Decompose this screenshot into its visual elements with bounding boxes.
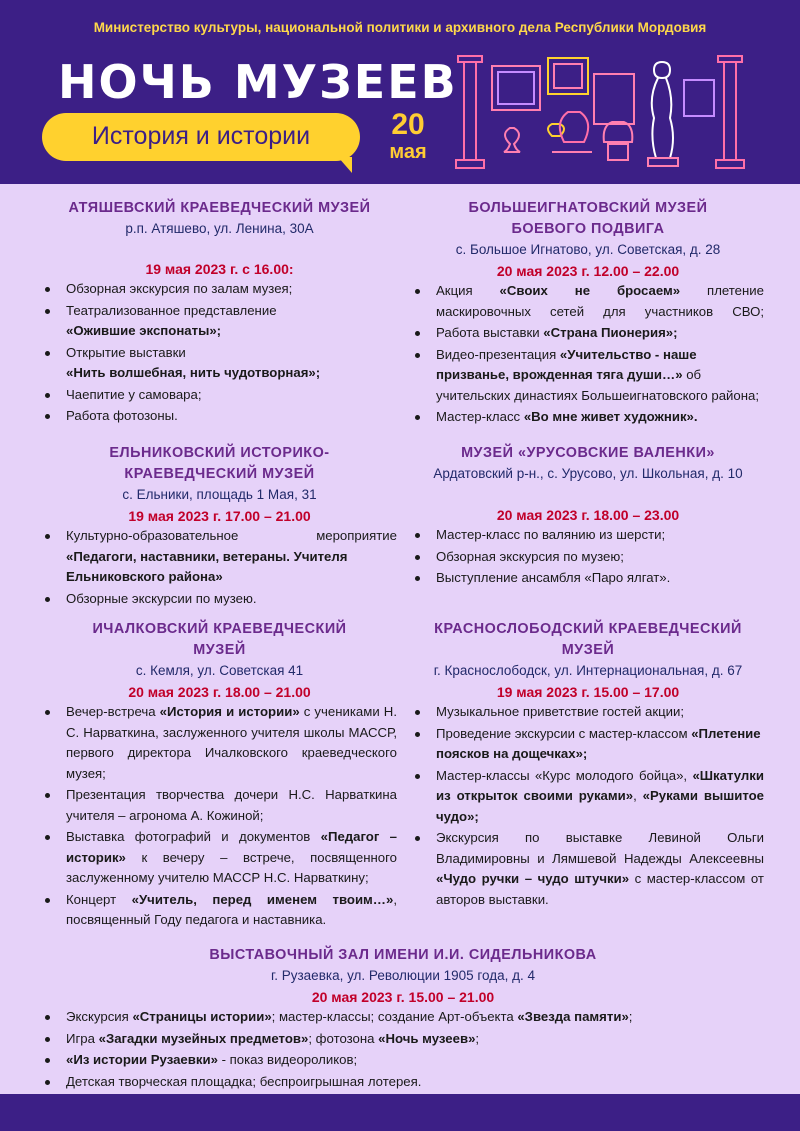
museum-title-line-2: КРАЕВЕДЧЕСКИЙ МУЗЕЙ <box>124 466 315 482</box>
museum-title-line-2: МУЗЕЙ <box>193 642 246 658</box>
list-item: Обзорная экскурсия по залам музея; <box>42 279 397 300</box>
museum-date: 19 мая 2023 г. с 16.00: <box>145 260 294 277</box>
spacer <box>42 240 397 259</box>
list-item: Выступление ансамбля «Паро ялгат». <box>412 568 764 589</box>
program-list <box>42 702 397 931</box>
museum-address: г. Краснослободск, ул. Интернациональная, д. 67 <box>433 663 743 678</box>
museum-title-line-2: БОЕВОГО ПОДВИГА <box>511 221 665 237</box>
museum-title: АТЯШЕВСКИЙ КРАЕВЕДЧЕСКИЙ МУЗЕЙ <box>68 200 371 216</box>
event-date <box>378 110 438 162</box>
event-date-month: мая <box>389 141 427 163</box>
list-item: Вечер-встреча «История и истории» с учениками Н. С. Нарваткина, заслуженного учителя школы МАССР, первого директора Ичалковского краеведческого музея; <box>42 702 397 784</box>
list-item: Театрализованное представление «Ожившие экспонаты»; <box>42 301 397 342</box>
list-item: Проведение экскурсии с мастер-классом «Плетение поясков на дощечках»; <box>412 724 764 765</box>
museum-title-line-1: ЕЛЬНИКОВСКИЙ ИСТОРИКО- <box>109 445 330 461</box>
list-item: Открытие выставки «Нить волшебная, нить чудотворная»; <box>42 343 397 384</box>
list-item: Мастер-классы «Курс молодого бойца», «Шкатулки из открыток своими руками», «Руками вышитое чудо»; <box>412 766 764 828</box>
list-item: Концерт «Учитель, перед именем твоим…», посвященный Году педагога и наставника. <box>42 890 397 931</box>
list-item: Видео-презентация «Учительство - наше призванье, врожденная тяга души…» об учительских династиях Большеигнатовского района; <box>412 345 764 407</box>
list-item: Обзорные экскурсии по музею. <box>42 589 397 610</box>
museum-address: Ардатовский р-н., с. Урусово, ул. Школьная, д. 10 <box>433 466 743 481</box>
museum-date: 20 мая 2023 г. 18.00 – 23.00 <box>496 506 680 523</box>
program-list <box>412 525 764 589</box>
museum-urusovo <box>412 443 764 590</box>
museum-date: 20 мая 2023 г. 12.00 – 22.00 <box>496 262 680 279</box>
museum-krasnoslobodsk <box>412 619 764 911</box>
list-item: Мастер-класс «Во мне живет художник». <box>412 407 764 428</box>
list-item: Экскурсия «Страницы истории»; мастер-классы; создание Арт-объекта «Звезда памяти»; <box>42 1007 764 1028</box>
museum-atyashevo <box>42 198 397 428</box>
museum-ichalki <box>42 619 397 932</box>
list-item: Работа выставки «Страна Пионерия»; <box>412 323 764 344</box>
list-item: Чаепитие у самовара; <box>42 385 397 406</box>
museum-elniki <box>42 443 397 610</box>
museum-decoration-icon <box>452 52 752 177</box>
list-item: Игра «Загадки музейных предметов»; фотозона «Ночь музеев»; <box>42 1029 764 1050</box>
museum-date: 19 мая 2023 г. 17.00 – 21.00 <box>128 507 311 524</box>
list-item: Акция «Своих не бросаем» плетение маскировочных сетей для участников СВО; <box>412 281 764 322</box>
museum-title-line-1: БОЛЬШЕИГНАТОВСКИЙ МУЗЕЙ <box>468 200 708 216</box>
museum-address: с. Ельники, площадь 1 Мая, 31 <box>122 487 317 502</box>
ministry-name: Министерство культуры, национальной политики и архивного дела Республики Мордовия <box>93 20 707 35</box>
list-item: Обзорная экскурсия по музею; <box>412 547 764 568</box>
program-list <box>42 279 397 427</box>
list-item: Выставка фотографий и документов «Педагог – историк» к вечеру – встрече, посвященного заслуженному учителю МАССР Н.С. Нарваткину; <box>42 827 397 889</box>
museum-title: МУЗЕЙ «УРУСОВСКИЕ ВАЛЕНКИ» <box>461 445 715 461</box>
list-item: «Из истории Рузаевки» - показ видеороликов; <box>42 1050 764 1071</box>
museum-address: р.п. Атяшево, ул. Ленина, 30А <box>125 221 314 236</box>
subtitle-bubble <box>42 113 360 161</box>
list-item: Работа фотозоны. <box>42 406 397 427</box>
event-title: НОЧЬ МУЗЕЕВ <box>58 55 458 109</box>
museum-title-line-2: МУЗЕЙ <box>561 642 615 658</box>
event-subtitle: История и истории <box>91 122 311 150</box>
list-item: Мастер-класс по валянию из шерсти; <box>412 525 764 546</box>
header-banner <box>0 0 800 184</box>
museum-bolshoe-ignatovo <box>412 198 764 429</box>
museum-title: ВЫСТАВОЧНЫЙ ЗАЛ ИМЕНИ И.И. СИДЕЛЬНИКОВА <box>209 947 597 963</box>
list-item: Детская творческая площадка; беспроигрышная лотерея. <box>42 1072 764 1093</box>
museum-title-line-1: КРАСНОСЛОБОДСКИЙ КРАЕВЕДЧЕСКИЙ <box>434 621 742 637</box>
museum-date: 20 мая 2023 г. 18.00 – 21.00 <box>128 683 311 700</box>
program-list <box>42 526 397 609</box>
museum-date: 19 мая 2023 г. 15.00 – 17.00 <box>496 683 680 700</box>
museum-date: 20 мая 2023 г. 15.00 – 21.00 <box>311 988 495 1005</box>
program-list <box>412 281 764 428</box>
museum-ruzaevka <box>42 945 764 1093</box>
museum-title-line-1: ИЧАЛКОВСКИЙ КРАЕВЕДЧЕСКИЙ <box>92 621 347 637</box>
footer-band <box>0 1094 800 1131</box>
list-item: Культурно-образовательное мероприятие «Педагоги, наставники, ветераны. Учителя Ельниковского района» <box>42 526 397 588</box>
spacer <box>412 485 764 505</box>
program-list <box>412 702 764 910</box>
bubble-tail <box>338 157 352 173</box>
museum-address: с. Кемля, ул. Советская 41 <box>135 663 304 678</box>
list-item: Презентация творчества дочери Н.С. Нарваткина учителя – агронома А. Кожиной; <box>42 785 397 826</box>
museum-address: с. Большое Игнатово, ул. Советская, д. 28 <box>455 242 721 257</box>
museum-address: г. Рузаевка, ул. Революции 1905 года, д. 4 <box>270 968 536 983</box>
list-item: Музыкальное приветствие гостей акции; <box>412 702 764 723</box>
event-date-day: 20 <box>391 108 425 141</box>
program-list <box>42 1007 764 1092</box>
list-item: Экскурсия по выставке Левиной Ольги Владимировны и Лямшевой Надежды Алексеевны «Чудо ручки – чудо штучки» с мастер-классом от авторов выставки. <box>412 828 764 910</box>
